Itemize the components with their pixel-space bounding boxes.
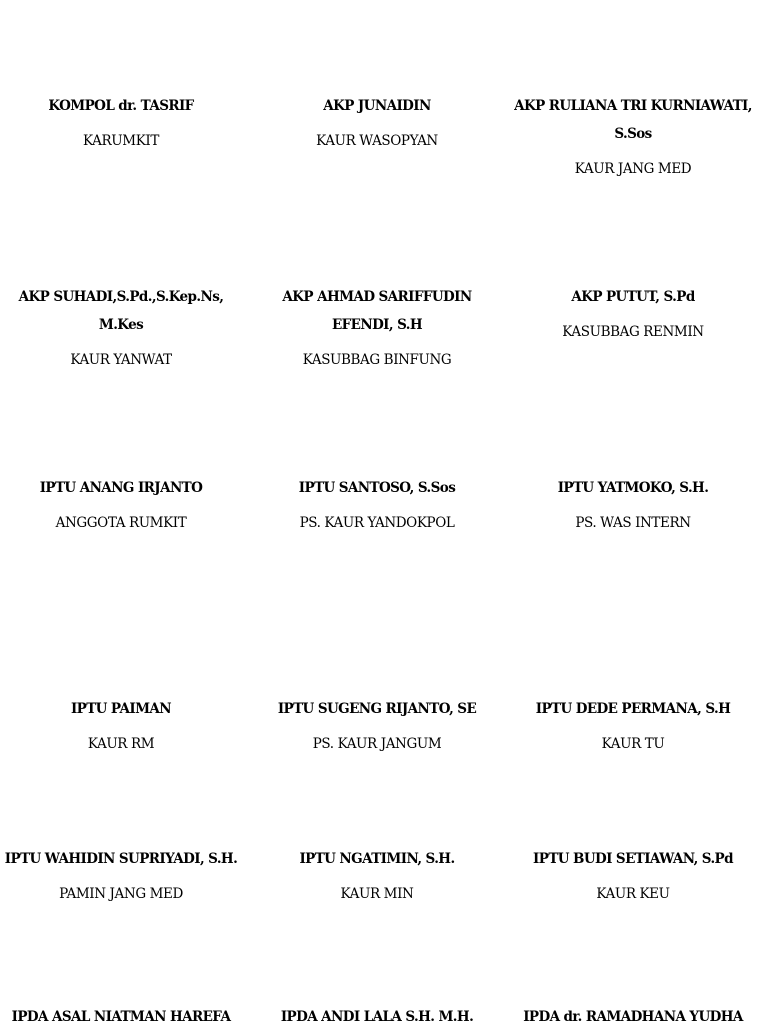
personnel-role: PS. KAUR YANDOKPOL: [299, 515, 455, 531]
personnel-name: AKP SUHADI,S.Pd.,S.Kep.Ns, M.Kes: [18, 289, 224, 333]
personnel-role: PS. KAUR JANGUM: [312, 736, 442, 752]
personnel-name: IPDA ASAL NIATMAN HAREFA: [11, 1009, 231, 1025]
personnel-card: [508, 283, 758, 340]
personnel-card: [508, 695, 758, 752]
personnel-card: [0, 695, 246, 752]
personnel-card: [0, 1003, 246, 1031]
personnel-role: PAMIN JANG MED: [59, 886, 183, 902]
personnel-name: IPTU NGATIMIN, S.H.: [299, 851, 455, 867]
personnel-name: AKP RULIANA TRI KURNIAWATI, S.Sos: [514, 98, 752, 142]
personnel-card: [252, 1003, 502, 1031]
personnel-card: [508, 92, 758, 177]
personnel-role: KAUR YANWAT: [70, 352, 172, 368]
personnel-card: [0, 283, 246, 368]
personnel-card: [508, 845, 758, 902]
personnel-card: [252, 92, 502, 149]
personnel-name: KOMPOL dr. TASRIF: [48, 98, 194, 114]
personnel-name: AKP AHMAD SARIFFUDIN EFENDI, S.H: [282, 289, 472, 333]
personnel-card: [508, 474, 758, 531]
personnel-role: KAUR WASOPYAN: [316, 133, 438, 149]
personnel-role: KAUR MIN: [340, 886, 414, 902]
personnel-name: IPTU YATMOKO, S.H.: [557, 480, 709, 496]
personnel-card: [252, 695, 502, 752]
personnel-name: IPTU WAHIDIN SUPRIYADI, S.H.: [4, 851, 238, 867]
personnel-name: IPTU BUDI SETIAWAN, S.Pd: [533, 851, 733, 867]
personnel-name: IPTU ANANG IRJANTO: [39, 480, 203, 496]
personnel-card: [252, 283, 502, 368]
personnel-name: IPTU SUGENG RIJANTO, SE: [277, 701, 477, 717]
personnel-card: [0, 92, 246, 149]
personnel-role: KASUBBAG RENMIN: [562, 324, 704, 340]
personnel-role: KAUR JANG MED: [574, 161, 692, 177]
personnel-name: IPDA ANDI LALA S.H. M.H.: [280, 1009, 474, 1025]
personnel-role: PS. WAS INTERN: [575, 515, 691, 531]
personnel-name: AKP JUNAIDIN: [323, 98, 431, 114]
personnel-name: AKP PUTUT, S.Pd: [571, 289, 695, 305]
personnel-card: [508, 1003, 758, 1031]
personnel-name: IPTU SANTOSO, S.Sos: [298, 480, 456, 496]
personnel-name: IPDA dr. RAMADHANA YUDHA: [523, 1009, 743, 1025]
personnel-card: [0, 845, 246, 902]
personnel-role: KASUBBAG BINFUNG: [302, 352, 452, 368]
personnel-name: IPTU PAIMAN: [70, 701, 172, 717]
personnel-role: KAUR TU: [601, 736, 665, 752]
personnel-role: ANGGOTA RUMKIT: [55, 515, 187, 531]
personnel-card: [252, 474, 502, 531]
personnel-role: KARUMKIT: [83, 133, 159, 149]
personnel-card: [252, 845, 502, 902]
personnel-role: KAUR KEU: [596, 886, 670, 902]
personnel-name: IPTU DEDE PERMANA, S.H: [535, 701, 731, 717]
personnel-role: KAUR RM: [87, 736, 155, 752]
personnel-card: [0, 474, 246, 531]
